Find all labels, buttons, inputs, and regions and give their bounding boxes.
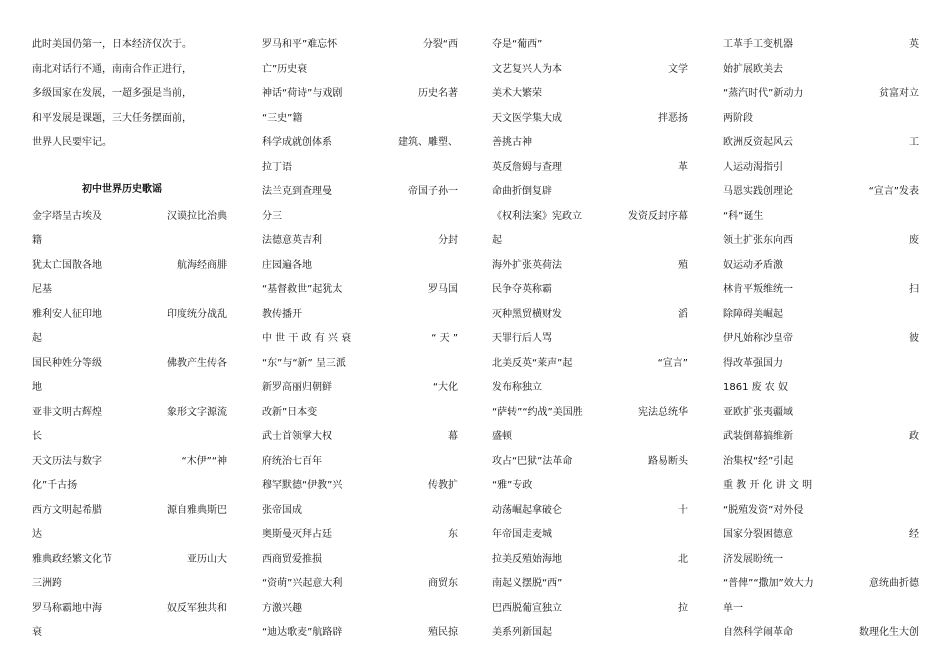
text-line <box>262 478 458 494</box>
text-line <box>32 601 227 617</box>
line-left-text: 多级国家在发展，一超多强是当前， <box>32 88 192 99</box>
line-left-text: 拉美反殖始海地 <box>492 553 562 565</box>
text-line <box>262 184 458 200</box>
text-line <box>723 209 919 225</box>
line-left-text: 美术大繁荣 <box>492 88 542 99</box>
line-left-text: 庄园遍各地 <box>262 259 312 271</box>
line-left-text: 善挑古神 <box>492 137 532 148</box>
line-right-text: 宪法总统华 <box>638 406 688 418</box>
text-line <box>492 331 688 347</box>
line-right-text: 商贸东 <box>428 578 458 589</box>
text-line <box>492 356 688 372</box>
line-left-text: 和平发展是课题，三大任务摆面前， <box>32 112 192 124</box>
line-right-text: 意统曲折德 <box>869 578 919 589</box>
text-line <box>32 331 227 347</box>
line-left-text: 得改革强国力 <box>723 357 783 369</box>
line-left-text: 化”千古扬 <box>32 480 78 491</box>
text-line <box>492 135 688 151</box>
text-line <box>32 209 227 225</box>
text-line <box>492 454 688 470</box>
line-left-text: 命曲折倒复辟 <box>492 186 552 197</box>
line-right-text: 文学 <box>668 63 688 75</box>
line-left-text: 夺是“葡西” <box>492 39 543 50</box>
line-right-text: 废 <box>909 235 919 246</box>
text-line <box>262 625 458 641</box>
text-line <box>32 576 227 592</box>
text-line <box>492 601 688 617</box>
text-line <box>32 135 227 151</box>
line-right-text: 帝国子孙一 <box>408 186 458 197</box>
text-line <box>262 380 458 396</box>
text-line <box>492 209 688 225</box>
line-left-text: 文艺复兴人为本 <box>492 63 562 75</box>
line-right-text: “大化 <box>432 382 458 393</box>
line-left-text: 拉丁语 <box>262 161 292 173</box>
text-line <box>32 454 227 470</box>
line-left-text: 天罪行后人骂 <box>492 333 552 344</box>
text-line <box>723 527 919 543</box>
line-left-text: “普俾”“撒加”效大力 <box>723 578 814 589</box>
line-left-text: 动荡崛起拿破仑 <box>492 504 562 516</box>
line-right-text: “木伊”“神 <box>181 455 227 467</box>
line-left-text: 长 <box>32 431 42 442</box>
line-right-text: 工 <box>909 137 919 148</box>
line-left-text: 济发展盼统一 <box>723 553 783 565</box>
line-left-text: 灭种黑贸横财发 <box>492 308 562 320</box>
line-left-text: 发布称独立 <box>492 382 542 393</box>
line-right-text: 佛教产生传各 <box>167 357 227 369</box>
line-left-text: 起 <box>32 333 42 344</box>
text-line <box>492 37 688 53</box>
text-line <box>723 307 919 323</box>
line-right-text: 汉谟拉比治典 <box>167 210 227 222</box>
text-line <box>262 331 458 347</box>
text-line <box>32 160 227 176</box>
line-right-text: 分封 <box>438 235 458 246</box>
line-left-text: 国家分裂困德意 <box>723 529 793 540</box>
text-line <box>262 209 458 225</box>
line-left-text: 《权利法案》宪政立 <box>492 210 582 222</box>
line-left-text: 张帝国成 <box>262 504 302 516</box>
line-left-text: 雅利安人征印地 <box>32 308 102 320</box>
text-line <box>262 429 458 445</box>
line-left-text: 美系列新国起 <box>492 627 552 638</box>
line-left-text: 英反詹姆与查理 <box>492 161 562 173</box>
text-line <box>492 478 688 494</box>
line-left-text: 三洲跨 <box>32 578 62 589</box>
line-right-text: 航海经商腓 <box>177 259 227 271</box>
line-left-text: “基督救世”起犹太 <box>262 284 343 295</box>
text-line <box>723 576 919 592</box>
text-line <box>32 62 227 78</box>
line-left-text: 教传播开 <box>262 308 302 320</box>
text-line <box>492 429 688 445</box>
text-line <box>723 380 919 396</box>
text-line <box>262 503 458 519</box>
text-line <box>262 601 458 617</box>
line-left-text: 西商贸爱推损 <box>262 553 322 565</box>
text-line <box>492 160 688 176</box>
line-left-text: 自然科学闹革命 <box>723 627 793 638</box>
text-line <box>723 478 919 494</box>
text-line <box>262 527 458 543</box>
text-line <box>723 86 919 102</box>
text-line <box>32 356 227 372</box>
line-left-text: 年帝国走麦城 <box>492 529 552 540</box>
line-left-text: 新罗高丽归朝鲜 <box>262 382 332 393</box>
line-right-text: 政 <box>909 431 919 442</box>
text-line <box>492 552 688 568</box>
line-right-text: 东 <box>448 529 458 540</box>
line-left-text: “东”与“新” 呈三派 <box>262 357 346 369</box>
line-right-text: 经 <box>909 529 919 540</box>
line-left-text: 方激兴趣 <box>262 602 302 614</box>
line-right-text: 北 <box>678 553 688 565</box>
line-left-text: 重 教 开 化 讲 文 明 <box>723 480 813 491</box>
line-left-text: “萨转”“约战”美国胜 <box>492 406 583 418</box>
text-line <box>32 37 227 53</box>
text-line <box>492 503 688 519</box>
line-left-text: 法兰克到查理曼 <box>262 186 332 197</box>
text-line <box>32 429 227 445</box>
line-right-text: 奴反军独共和 <box>167 602 227 614</box>
text-line <box>262 160 458 176</box>
page-title: 初中世界历史歌谣 <box>82 184 162 195</box>
line-right-text: 殖 <box>678 259 688 271</box>
text-line <box>723 625 919 641</box>
line-right-text: 数理化生大创 <box>859 627 919 638</box>
line-left-text: 领土扩张东向西 <box>723 235 793 246</box>
text-line <box>32 405 227 421</box>
line-right-text: 英 <box>909 39 919 50</box>
line-left-text: 单一 <box>723 602 743 614</box>
line-left-text: 天文医学集大成 <box>492 112 562 124</box>
text-line <box>262 233 458 249</box>
text-line <box>492 184 688 200</box>
text-line <box>32 527 227 543</box>
text-line <box>32 625 227 641</box>
line-left-text: 金字塔呈古埃及 <box>32 210 102 222</box>
line-right-text: 贫富对立 <box>879 88 919 99</box>
line-left-text: 始扩展欧美去 <box>723 63 783 75</box>
text-line <box>492 233 688 249</box>
line-right-text: 十 <box>678 504 688 516</box>
line-left-text: 科学成就创体系 <box>262 137 332 148</box>
text-line <box>262 135 458 151</box>
text-line <box>32 552 227 568</box>
line-right-text: 建筑、雕塑、 <box>398 137 458 148</box>
text-line <box>723 37 919 53</box>
line-left-text: 罗马称霸地中海 <box>32 602 102 614</box>
text-line <box>723 160 919 176</box>
text-line <box>32 307 227 323</box>
text-line <box>262 62 458 78</box>
text-line <box>723 356 919 372</box>
text-line <box>262 307 458 323</box>
line-left-text: 民争夺英称霸 <box>492 284 552 295</box>
line-left-text: 此时美国仍第一，日本经济仅次于。 <box>32 39 192 50</box>
line-right-text: 滔 <box>678 308 688 320</box>
line-left-text: 神话“荷诗”与戏剧 <box>262 88 343 99</box>
line-left-text: 奥斯曼灭拜占廷 <box>262 529 332 540</box>
line-right-text: 革 <box>678 161 688 173</box>
line-left-text: 1861 废 农 奴 <box>723 382 788 393</box>
text-line <box>262 454 458 470</box>
line-right-text: 传教扩 <box>428 480 458 491</box>
line-left-text: “雅”专政 <box>492 480 533 491</box>
line-left-text: 达 <box>32 529 42 540</box>
text-line <box>492 576 688 592</box>
line-left-text: 分三 <box>262 210 282 222</box>
line-left-text: 盛顿 <box>492 431 512 442</box>
text-line <box>723 62 919 78</box>
text-line <box>723 552 919 568</box>
line-left-text: 世界人民要牢记。 <box>32 137 112 148</box>
line-left-text: 雅典政经繁文化节 <box>32 553 112 565</box>
line-left-text: 巴西脱葡宣独立 <box>492 602 562 614</box>
text-line <box>723 111 919 127</box>
text-line <box>32 86 227 102</box>
text-line <box>262 282 458 298</box>
line-left-text: 法德意英吉利 <box>262 235 322 246</box>
text-line <box>723 135 919 151</box>
line-left-text: 伊凡始称沙皇帝 <box>723 333 793 344</box>
line-left-text: 起 <box>492 235 502 246</box>
line-right-text: “ 天 ” <box>431 333 458 344</box>
text-line <box>262 37 458 53</box>
line-left-text: 林肯平叛维统一 <box>723 284 793 295</box>
text-line <box>32 380 227 396</box>
text-line <box>262 111 458 127</box>
line-right-text: 殖民掠 <box>428 627 458 638</box>
text-line <box>723 454 919 470</box>
line-right-text: 源自雅典斯巴 <box>167 504 227 516</box>
text-line <box>492 62 688 78</box>
line-left-text: 马恩实践创理论 <box>723 186 793 197</box>
line-left-text: 北美反英“莱声”起 <box>492 357 573 369</box>
line-left-text: 欧洲反资起风云 <box>723 137 793 148</box>
line-left-text: 国民种姓分等级 <box>32 357 102 369</box>
text-line <box>492 307 688 323</box>
line-left-text: 府统治七百年 <box>262 455 322 467</box>
text-line <box>492 527 688 543</box>
line-left-text: 罗马和平”难忘怀 <box>262 39 338 50</box>
line-right-text: 拉 <box>678 602 688 614</box>
line-left-text: 武装倒幕搞维新 <box>723 431 793 442</box>
text-line <box>32 503 227 519</box>
line-left-text: 奴运动矛盾激 <box>723 259 783 271</box>
line-left-text: “蒸汽时代”新动力 <box>723 88 804 99</box>
text-line <box>492 405 688 421</box>
line-right-text: 幕 <box>448 431 458 442</box>
line-right-text: “宣言”发表 <box>868 186 919 197</box>
line-left-text: 西方文明起希腊 <box>32 504 102 516</box>
line-right-text: 亚历山大 <box>187 553 227 565</box>
text-line <box>262 576 458 592</box>
text-line <box>723 331 919 347</box>
line-right-text: 象形文字源流 <box>167 406 227 418</box>
line-left-text: 亚欧扩张夷疆域 <box>723 406 793 418</box>
text-line <box>492 258 688 274</box>
line-left-text: 中 世 干 政 有 兴 衰 <box>262 333 352 344</box>
line-left-text: “迪达歌麦”航路辟 <box>262 627 343 638</box>
line-right-text: 罗马国 <box>428 284 458 295</box>
text-line <box>723 429 919 445</box>
text-line <box>262 258 458 274</box>
text-line <box>492 380 688 396</box>
line-left-text: 两阶段 <box>723 112 753 124</box>
line-left-text: 海外扩张英荷法 <box>492 259 562 271</box>
text-line <box>723 601 919 617</box>
line-left-text: 尼基 <box>32 284 52 295</box>
text-line <box>723 282 919 298</box>
line-left-text: 治集权“经”引起 <box>723 455 794 467</box>
text-line <box>262 405 458 421</box>
text-line <box>32 258 227 274</box>
line-left-text: 改新”日本变 <box>262 406 318 418</box>
line-left-text: 南起义摆脱“西” <box>492 578 563 589</box>
line-left-text: “三史”籍 <box>262 112 303 124</box>
text-line <box>492 111 688 127</box>
line-left-text: 攻占“巴狱”法革命 <box>492 455 573 467</box>
text-line <box>32 111 227 127</box>
text-line <box>723 233 919 249</box>
line-left-text: 犹太亡国散各地 <box>32 259 102 271</box>
text-line <box>723 405 919 421</box>
text-line <box>32 282 227 298</box>
line-right-text: 彼 <box>909 333 919 344</box>
line-right-text: 路易断头 <box>648 455 688 467</box>
line-left-text: 武士首领掌大权 <box>262 431 332 442</box>
line-left-text: “科”诞生 <box>723 210 764 222</box>
line-left-text: 工革手工变机器 <box>723 39 793 50</box>
line-right-text: 拌恶扬 <box>658 112 688 124</box>
text-line <box>32 233 227 249</box>
line-right-text: 发资反封序幕 <box>628 210 688 222</box>
line-right-text: “宣言” <box>657 357 688 369</box>
text-line <box>32 478 227 494</box>
line-left-text: 亡”历史衰 <box>262 63 308 75</box>
line-left-text: 人运动渴指引 <box>723 161 783 173</box>
text-line <box>492 282 688 298</box>
text-line <box>492 86 688 102</box>
line-left-text: 南北对话行不通，南南合作正进行， <box>32 63 192 75</box>
line-left-text: 衰 <box>32 627 42 638</box>
text-line <box>262 552 458 568</box>
line-left-text: 穆罕默德“伊教”兴 <box>262 480 343 491</box>
text-line <box>262 356 458 372</box>
line-right-text: 分裂“西 <box>422 39 458 50</box>
line-right-text: 历史名著 <box>418 88 458 99</box>
line-right-text: 印度统分战乱 <box>167 308 227 320</box>
text-line <box>723 503 919 519</box>
line-right-text: 扫 <box>909 284 919 295</box>
line-left-text: “脱殖发资”对外侵 <box>723 504 804 516</box>
text-line <box>492 625 688 641</box>
text-line <box>723 184 919 200</box>
text-line <box>723 258 919 274</box>
line-left-text: 地 <box>32 382 42 393</box>
line-left-text: 天文历法与数字 <box>32 455 102 467</box>
text-line <box>262 86 458 102</box>
line-left-text: 亚非文明古辉煌 <box>32 406 102 418</box>
line-left-text: 除障碍美崛起 <box>723 308 783 320</box>
line-left-text: 籍 <box>32 235 42 246</box>
line-left-text: “资萌”兴起意大利 <box>262 578 343 589</box>
